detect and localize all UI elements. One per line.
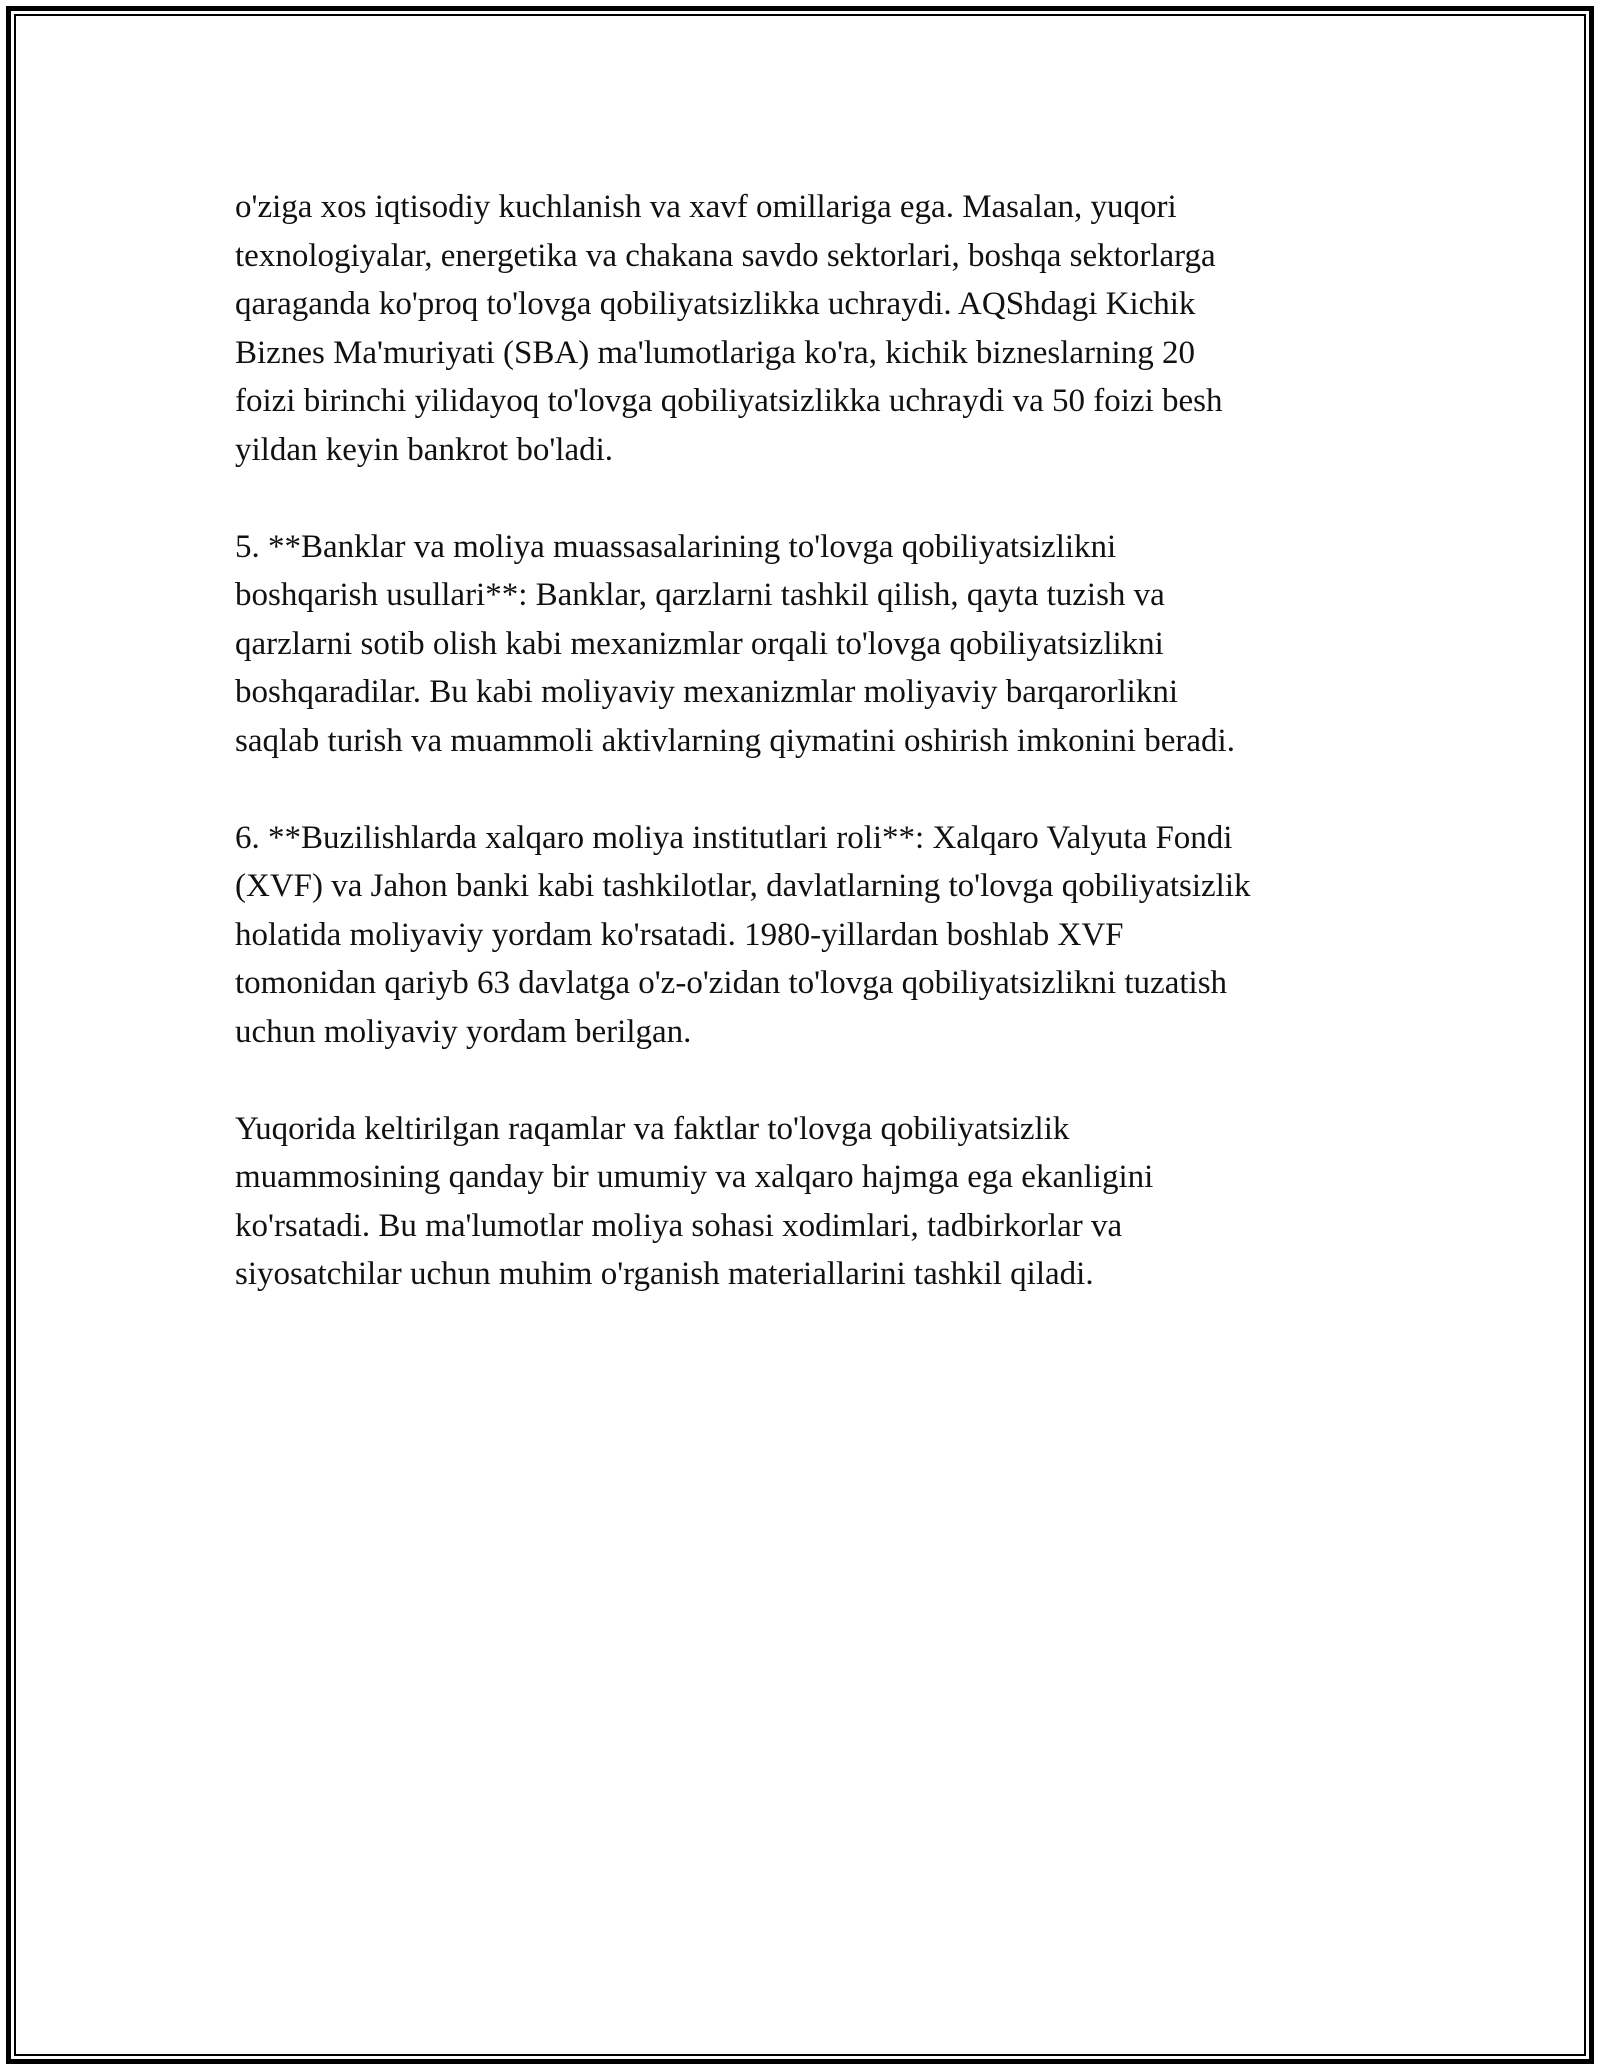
text-line: siyosatchilar uchun muhim o'rganish materiallarini tashkil qiladi. (235, 1256, 1094, 1292)
paragraph-sector-risks (235, 183, 1400, 474)
text-line: saqlab turish va muammoli aktivlarning qiymatini oshirish imkonini beradi. (235, 722, 1235, 759)
text-line: 5. **Banklar va moliya muassasalarining to'lovga qobiliyatsizlikni (235, 528, 1117, 565)
text-line: qarzlarni sotib olish kabi mexanizmlar orqali to'lovga qobiliyatsizlikni (235, 625, 1164, 662)
text-line: Yuqorida keltirilgan raqamlar va faktlar to'lovga qobiliyatsizlik (235, 1110, 1070, 1147)
text-line: ko'rsatadi. Bu ma'lumotlar moliya sohasi xodimlari, tadbirkorlar va (235, 1207, 1123, 1244)
text-line: yildan keyin bankrot bo'ladi. (235, 431, 614, 468)
text-line: boshqaradilar. Bu kabi moliyaviy mexanizmlar moliyaviy barqarorlikni (235, 674, 1179, 710)
text-line: qaraganda ko'proq to'lovga qobiliyatsizlikka uchraydi. AQShdagi Kichik (235, 286, 1196, 322)
document-body (235, 183, 1400, 1347)
text-line: holatida moliyaviy yordam ko'rsatadi. 1980-yillardan boshlab XVF (235, 916, 1124, 953)
text-line: 6. **Buzilishlarda xalqaro moliya institutlari roli**: Xalqaro Valyuta Fondi (235, 819, 1233, 856)
text-line: tomonidan qariyb 63 davlatga o'z-o'zidan to'lovga qobiliyatsizlikni tuzatish (235, 965, 1228, 1001)
paragraph-item-6-institutions (235, 814, 1400, 1057)
text-line: texnologiyalar, energetika va chakana savdo sektorlari, boshqa sektorlarga (235, 237, 1216, 274)
text-line: o'ziga xos iqtisodiy kuchlanish va xavf omillariga ega. Masalan, yuqori (235, 189, 1177, 225)
text-line: muammosining qanday bir umumiy va xalqaro hajmga ega ekanligini (235, 1159, 1154, 1195)
text-line: Biznes Ma'muriyati (SBA) ma'lumotlariga ko'ra, kichik bizneslarning 20 (235, 334, 1195, 371)
paragraph-conclusion (235, 1105, 1400, 1299)
paragraph-item-5-banks (235, 523, 1400, 766)
text-line: foizi birinchi yilidayoq to'lovga qobiliyatsizlikka uchraydi va 50 foizi besh (235, 383, 1223, 419)
text-line: uchun moliyaviy yordam berilgan. (235, 1013, 692, 1050)
text-line: (XVF) va Jahon banki kabi tashkilotlar, davlatlarning to'lovga qobiliyatsizlik (235, 868, 1251, 904)
text-line: boshqarish usullari**: Banklar, qarzlarni tashkil qilish, qayta tuzish va (235, 577, 1165, 613)
